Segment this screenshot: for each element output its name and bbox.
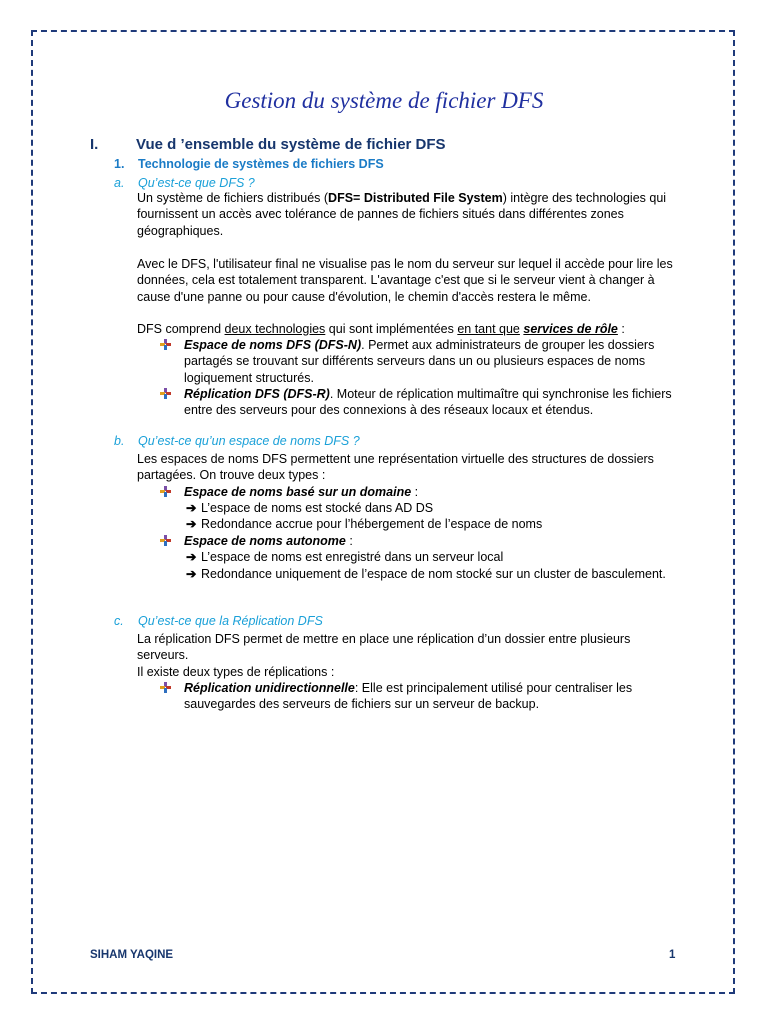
heading-a-label: Qu’est-ce que DFS ?: [138, 176, 255, 190]
list-item-dfs-r-bold: Réplication DFS (DFS-R): [184, 387, 330, 401]
paragraph-c1: La réplication DFS permet de mettre en place une réplication d’un dossier entre plusieurs serveurs.: [137, 632, 631, 663]
heading-c-label: Qu’est-ce que la Réplication DFS: [138, 614, 323, 628]
four-color-square-bullet-icon: [160, 535, 171, 546]
paragraph-a3-underline-1: deux technologies: [224, 322, 326, 336]
arrow-item-4: [186, 566, 666, 582]
paragraph-b1: Les espaces de noms DFS permettent une représentation virtuelle des structures de dossiers partagées. On trouve deux types :: [137, 452, 654, 483]
section-number: I.: [90, 136, 99, 153]
paragraph-a3-post: :: [617, 322, 625, 336]
list-item-domain-namespace: [160, 484, 680, 500]
four-color-square-bullet-icon: [160, 682, 171, 693]
subsection-label: Technologie de systèmes de fichiers DFS: [138, 157, 384, 171]
right-arrow-icon: ➔: [186, 567, 197, 581]
list-item-dfs-r: [160, 386, 680, 419]
footer-author: SIHAM YAQINE: [90, 949, 174, 961]
arrow-item-2-text: Redondance accrue pour l’hébergement de l’espace de noms: [201, 517, 543, 531]
footer-page-number: 1: [669, 949, 676, 961]
document-title: Gestion du système de fichier DFS: [224, 88, 544, 113]
list-item-standalone-namespace: [160, 533, 680, 549]
arrow-item-3-text: L’espace de noms est enregistré dans un serveur local: [201, 550, 504, 564]
paragraph-a3-pre: DFS comprend: [137, 322, 225, 336]
arrow-item-2: [186, 516, 542, 532]
subsection-number: 1.: [114, 157, 125, 171]
paragraph-a3-bold-underline: services de rôle: [523, 322, 618, 336]
right-arrow-icon: ➔: [186, 501, 197, 515]
arrow-item-3: [186, 549, 503, 565]
paragraph-a1-bold: DFS= Distributed File System: [328, 191, 503, 205]
paragraph-a1-post: ) intègre des technologies qui fournissent un accès avec tolérance de pannes de fichiers situés dans différentes zones géographiques.: [137, 191, 667, 238]
list-item-unidirectional: [160, 680, 680, 713]
four-color-square-bullet-icon: [160, 339, 171, 350]
list-item-unidirectional-bold: Réplication unidirectionnelle: [184, 681, 355, 695]
paragraph-c2: Il existe deux types de réplications :: [137, 665, 335, 679]
paragraph-a1: [137, 190, 677, 239]
four-color-square-bullet-icon: [160, 486, 171, 497]
heading-a: [114, 176, 255, 190]
heading-b: [114, 434, 360, 448]
paragraph-a1-pre: Un système de fichiers distribués (: [137, 191, 329, 205]
heading-c: [114, 614, 323, 628]
subsection-heading: [114, 157, 384, 171]
list-item-unidirectional-text: : Elle est principalement utilisé pour centraliser les sauvegardes des serveurs de fichiers sur un serveur de backup.: [184, 681, 633, 712]
paragraph-a3-underline-2: en tant que: [457, 322, 520, 336]
paragraph-a2: Avec le DFS, l'utilisateur final ne visualise pas le nom du serveur sur lequel il accède pour lire les données, cela est totalement transparent. L'avantage c'est que si le serveur vient à changer à cause d'une panne ou pour cause d'évolution, le chemin d'accès restera le même.: [137, 257, 673, 304]
heading-a-number: a.: [114, 176, 125, 190]
list-item-dfs-n-bold: Espace de noms DFS (DFS-N): [184, 338, 362, 352]
arrow-item-1: [186, 500, 433, 516]
list-item-domain-namespace-bold: Espace de noms basé sur un domaine: [184, 485, 412, 499]
section-heading: [90, 136, 446, 153]
four-color-square-bullet-icon: [160, 388, 171, 399]
list-item-standalone-namespace-bold: Espace de noms autonome: [184, 534, 346, 548]
list-item-dfs-r-text: . Moteur de réplication multimaître qui synchronise les fichiers entre des serveurs pour des connexions à des réseaux locaux et étendus.: [184, 387, 672, 418]
paragraph-a3-mid: qui sont implémentées: [325, 322, 458, 336]
heading-c-number: c.: [114, 614, 124, 628]
heading-b-label: Qu’est-ce qu’un espace de noms DFS ?: [138, 434, 360, 448]
right-arrow-icon: ➔: [186, 550, 197, 564]
section-label: Vue d ’ensemble du système de fichier DFS: [136, 136, 446, 153]
list-item-dfs-n-text: . Permet aux administrateurs de grouper les dossiers partagés se trouvant sur différents serveurs dans un ou plusieurs espaces de noms logiquement structurés.: [184, 338, 655, 385]
arrow-item-4-text: Redondance uniquement de l’espace de nom stocké sur un cluster de basculement.: [201, 567, 666, 581]
paragraph-a3: [137, 321, 677, 337]
heading-b-number: b.: [114, 434, 125, 448]
list-item-standalone-namespace-post: :: [345, 534, 353, 548]
list-item-domain-namespace-post: :: [411, 485, 419, 499]
arrow-item-1-text: L’espace de noms est stocké dans AD DS: [201, 501, 434, 515]
list-item-dfs-n: [160, 337, 680, 386]
right-arrow-icon: ➔: [186, 517, 197, 531]
